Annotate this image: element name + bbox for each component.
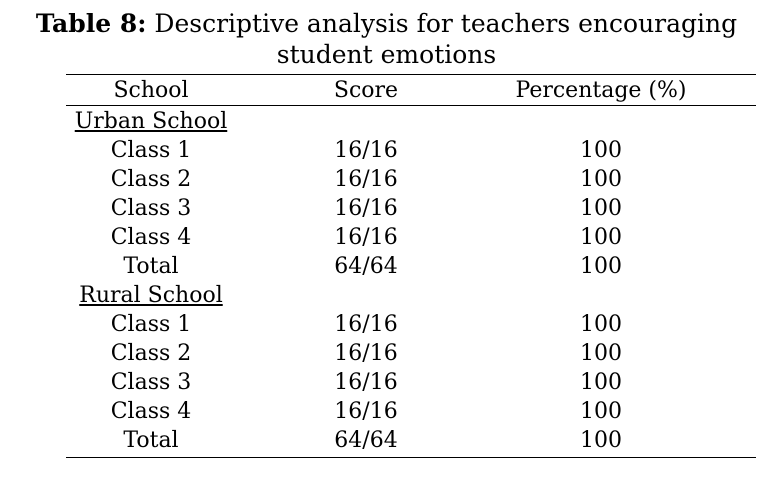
cell-school: Total [123, 428, 179, 453]
table-row [66, 165, 756, 194]
table-caption-label: Table 8: [35, 9, 147, 38]
cell-score: 16/16 [334, 167, 398, 192]
table-row [66, 339, 756, 368]
cell-percentage: 100 [580, 312, 622, 337]
cell-percentage: 100 [580, 138, 622, 163]
cell-percentage: 100 [580, 428, 622, 453]
header-school: School [113, 78, 189, 103]
cell-score: 16/16 [334, 399, 398, 424]
cell-percentage: 100 [580, 167, 622, 192]
table-header-rule [66, 105, 756, 106]
section-row-rural [66, 281, 756, 310]
table-row [66, 368, 756, 397]
table-bottom-rule [66, 457, 756, 458]
cell-score: 16/16 [334, 138, 398, 163]
section-label-rural-school: Rural School [79, 283, 223, 308]
table-row [66, 194, 756, 223]
cell-score: 16/16 [334, 225, 398, 250]
cell-percentage: 100 [580, 341, 622, 366]
cell-percentage: 100 [580, 370, 622, 395]
table-row-total [66, 252, 756, 281]
cell-percentage: 100 [580, 399, 622, 424]
cell-school: Class 3 [110, 196, 192, 221]
cell-percentage: 100 [580, 254, 622, 279]
table-caption-line-2: student emotions [276, 40, 497, 69]
cell-school: Class 2 [110, 167, 192, 192]
table-row-total [66, 426, 756, 455]
cell-score: 64/64 [334, 428, 398, 453]
header-percentage: Percentage (%) [515, 78, 687, 103]
section-row-urban [66, 107, 756, 136]
cell-percentage: 100 [580, 196, 622, 221]
table-row [66, 310, 756, 339]
cell-school: Class 4 [110, 225, 192, 250]
table-top-rule [66, 74, 756, 75]
table-caption-line-1 [0, 8, 773, 39]
table-caption-text: Descriptive analysis for teachers encouraging [154, 9, 738, 38]
cell-school: Class 4 [110, 399, 192, 424]
cell-score: 16/16 [334, 196, 398, 221]
section-label-urban-school: Urban School [74, 109, 228, 134]
cell-score: 16/16 [334, 341, 398, 366]
cell-school: Class 2 [110, 341, 192, 366]
table-caption [0, 8, 773, 70]
cell-score: 64/64 [334, 254, 398, 279]
cell-school: Total [123, 254, 179, 279]
cell-score: 16/16 [334, 370, 398, 395]
table-header-row [66, 76, 756, 105]
cell-school: Class 3 [110, 370, 192, 395]
cell-school: Class 1 [110, 312, 192, 337]
header-score: Score [333, 78, 399, 103]
table-row [66, 136, 756, 165]
table-row [66, 223, 756, 252]
cell-score: 16/16 [334, 312, 398, 337]
cell-school: Class 1 [110, 138, 192, 163]
table-row [66, 397, 756, 426]
cell-percentage: 100 [580, 225, 622, 250]
